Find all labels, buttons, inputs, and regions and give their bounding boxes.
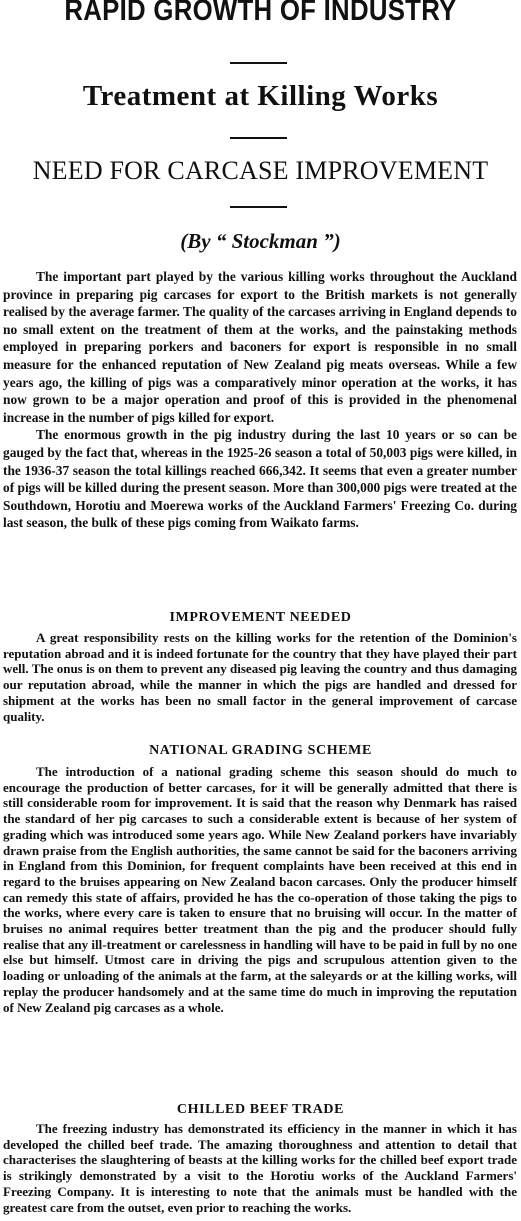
byline: (By “ Stockman ”) bbox=[180, 229, 341, 253]
section-body bbox=[3, 764, 517, 1015]
paragraph: The enormous growth in the pig industry during the last 10 years or so can be gauged by the fact that, whereas in the 1925-26 season a total of 50,003 pigs were killed, in the 1936-37 season the total killings reached 666,342. It seems that even a greater number of pigs will be killed during the present season. More than 300,000 pigs were treated at the Southdown, Horotiu and Moerewa works of the Auckland Farmers' Freezing Co. during last season, the bulk of these pigs coming from Waikato farms. bbox=[3, 427, 517, 531]
divider-rule bbox=[230, 206, 287, 208]
paragraph: The freezing industry has demonstrated its efficiency in the manner in which it has developed the chilled beef trade. The amazing thoroughness and attention to detail that characterises the slaughtering of beasts at the killing works for the chilled beef export trade is strikingly demonstrated by a visit to the Horotiu works of the Auckland Farmers' Freezing Company. It is interesting to note that the animals must be handled with the greatest care from the outset, even prior to reaching the works. bbox=[3, 1121, 517, 1215]
section-body bbox=[3, 630, 517, 724]
paragraph: The introduction of a national grading scheme this season should do much to encourage the production of better carcases, for it will be generally admitted that there is still considerable room for improvement. It is said that the reason why Denmark has raised the standard of her pig carcases to such a considerable extent is because of her system of grading which was introduced some years ago. While New Zealand porkers have invariably drawn praise from the English authorities, the same cannot be said for the baconers arriving in England from this Dominion, for frequent complaints have been received at this end in regard to the bruises appearing on New Zealand bacon carcases. Only the producer himself can remedy this state of affairs, provided he has the co-operation of those taking the pigs to the works, where every care is taken to ensure that no bruising will occur. In the matter of bruises no animal requires better treatment than the pig and the producer should fully realise that any ill-treatment or carelessness in handling will have to be paid in full by no one else but himself. Utmost care in driving the pigs and scrupulous attention given to the loading or unloading of the animals at the farm, at the saleyards or at the killing works, will replay the producer handsomely and at the same time do much in improving the reputation of New Zealand pig carcases as a whole. bbox=[3, 764, 517, 1015]
intro-text bbox=[3, 268, 517, 532]
section-heading: CHILLED BEEF TRADE bbox=[176, 1102, 345, 1117]
subheadline-secondary: NEED FOR CARCASE IMPROVEMENT bbox=[32, 156, 489, 185]
section-heading: IMPROVEMENT NEEDED bbox=[169, 610, 352, 625]
divider-rule bbox=[230, 62, 287, 64]
subheadline: Treatment at Killing Works bbox=[82, 80, 439, 112]
headline: RAPID GROWTH OF INDUSTRY bbox=[64, 0, 457, 27]
section-heading: NATIONAL GRADING SCHEME bbox=[149, 743, 372, 758]
paragraph: The important part played by the various killing works throughout the Auckland province in preparing pig carcases for export to the British markets is not generally realised by the average farmer. The quality of the carcases arriving in England depends to no small extent on the treatment of them at the works, and the painstaking methods employed in preparing porkers and baconers for export is responsible in no small measure for the enhanced reputation of New Zealand pig meats overseas. While a few years ago, the killing of pigs was a comparatively minor operation at the works, it has now grown to be a major operation and proof of this is provided in the phenomenal increase in the number of pigs killed for export. bbox=[3, 269, 517, 425]
section-body bbox=[3, 1121, 517, 1215]
paragraph: A great responsibility rests on the killing works for the retention of the Dominion's reputation abroad and it is indeed fortunate for the country that they have played their part well. The onus is on them to prevent any diseased pig leaving the country and thus damaging our reputation abroad, while the manner in which the pigs are handled and dressed for shipment at the works has been no small factor in the general improvement of carcase quality. bbox=[3, 630, 517, 724]
divider-rule bbox=[230, 137, 287, 139]
